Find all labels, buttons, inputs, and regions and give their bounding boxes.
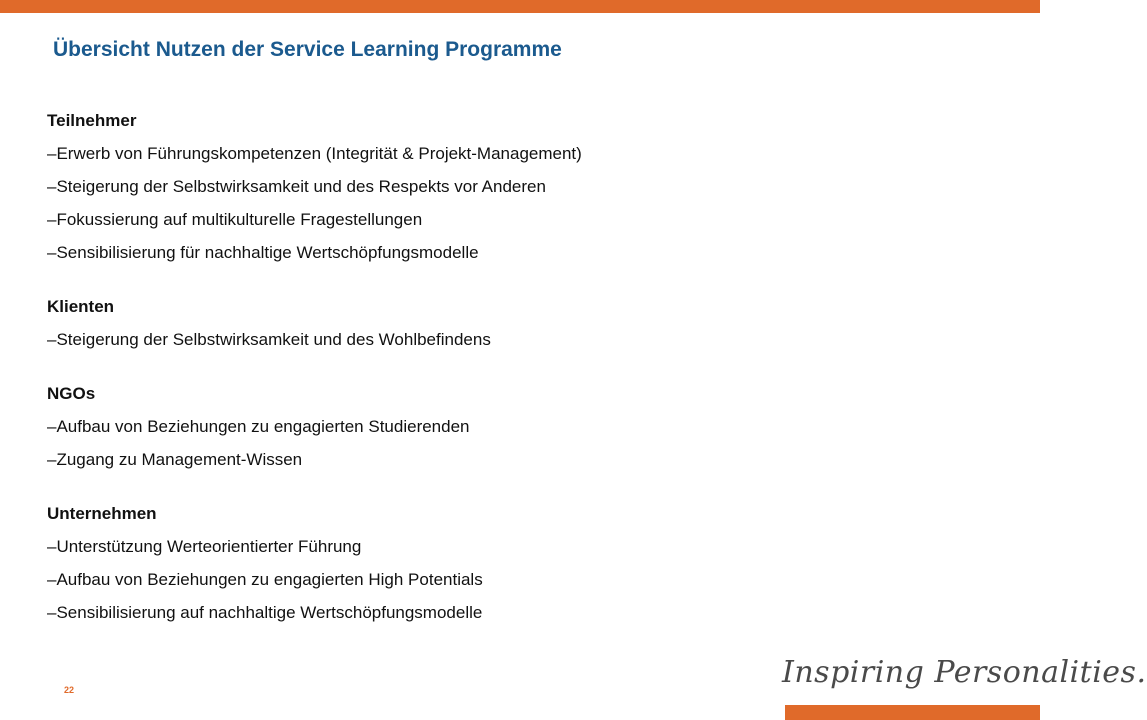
section-heading: Unternehmen <box>47 504 157 523</box>
section-unternehmen <box>47 503 947 624</box>
bottom-accent-bar <box>785 705 1040 720</box>
slide-content <box>47 110 947 656</box>
bullet-item: –Aufbau von Beziehungen zu engagierten High Potentials <box>47 570 483 589</box>
bullet-item: –Steigerung der Selbstwirksamkeit und des Respekts vor Anderen <box>47 177 546 196</box>
brand-slogan: Inspiring Personalities. <box>782 655 1147 690</box>
bullet-item: –Steigerung der Selbstwirksamkeit und des Wohlbefindens <box>47 330 491 349</box>
bullet-item: –Erwerb von Führungskompetenzen (Integrität & Projekt-Management) <box>47 144 582 163</box>
section-heading: Teilnehmer <box>47 111 137 130</box>
bullet-item: –Sensibilisierung auf nachhaltige Wertschöpfungsmodelle <box>47 603 483 622</box>
section-heading: NGOs <box>47 384 96 403</box>
section-ngos <box>47 383 947 471</box>
section-teilnehmer <box>47 110 947 264</box>
bullet-item: –Sensibilisierung für nachhaltige Wertschöpfungsmodelle <box>47 243 479 262</box>
page-number: 22 <box>64 685 75 695</box>
top-accent-bar <box>0 0 1040 13</box>
bullet-item: –Fokussierung auf multikulturelle Fragestellungen <box>47 210 423 229</box>
slide-title: Übersicht Nutzen der Service Learning Programme <box>53 38 562 61</box>
bullet-item: –Aufbau von Beziehungen zu engagierten Studierenden <box>47 417 470 436</box>
section-heading: Klienten <box>47 297 115 316</box>
bullet-item: –Zugang zu Management-Wissen <box>47 450 303 469</box>
bullet-item: –Unterstützung Werteorientierter Führung <box>47 537 362 556</box>
section-klienten <box>47 296 947 351</box>
